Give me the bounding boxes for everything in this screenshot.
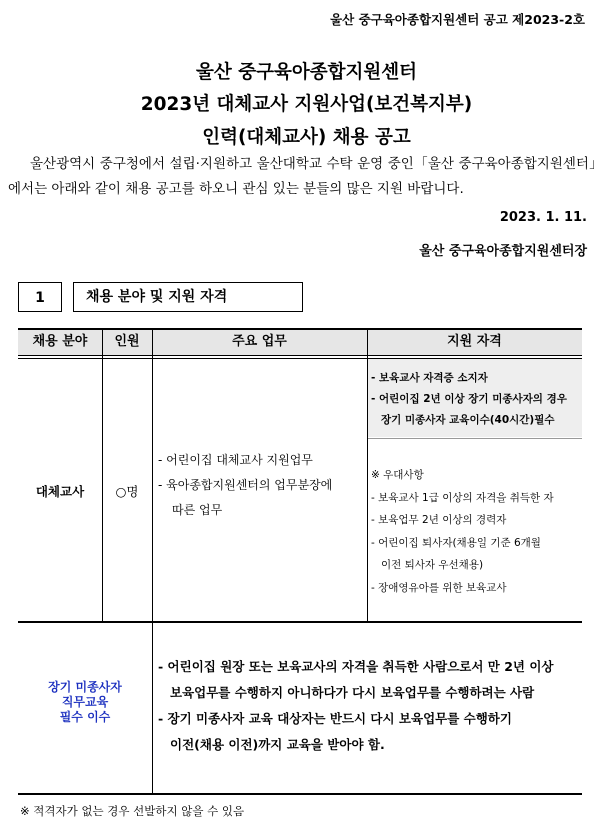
row-divider — [18, 621, 582, 623]
qualification-divider — [367, 438, 582, 439]
training-line: - 장기 미종사자 교육 대상자는 반드시 다시 보육업무를 수행하기 — [158, 711, 512, 726]
required-line: - 어린이집 2년 이상 장기 미종사자의 경우 — [371, 393, 567, 405]
header-category: 채용 분야 — [32, 334, 88, 349]
title-line-2: 2023년 대체교사 지원사업(보건복지부) — [140, 94, 473, 115]
col-divider-1 — [102, 328, 103, 621]
header-duty: 주요 업무 — [232, 334, 287, 349]
header-qualification: 지원 자격 — [447, 334, 502, 349]
header-count: 인원 — [114, 334, 140, 349]
category-cell: 대체교사 — [35, 484, 85, 499]
training-category-line: 직무교육 — [61, 695, 109, 709]
required-line: - 보육교사 자격증 소지자 — [371, 372, 488, 384]
recruitment-table — [18, 328, 582, 795]
duty-line: - 어린이집 대체교사 지원업무 — [158, 453, 313, 467]
count-cell: ○명 — [115, 484, 139, 499]
title-line-1: 울산 중구육아종합지원센터 — [196, 62, 417, 83]
section-title: 채용 분야 및 지원 자격 — [73, 282, 303, 312]
required-line: 장기 미종사자 교육이수(40시간)필수 — [381, 414, 555, 426]
table-bottom-border — [18, 793, 582, 795]
preferred-line: - 장애영유아를 위한 보육교사 — [371, 581, 507, 594]
training-line: 이전(채용 이전)까지 교육을 받아야 함. — [170, 737, 385, 752]
preferred-line: 이전 퇴사자 우선채용) — [381, 559, 484, 571]
notice-date: 2023. 1. 11. — [499, 210, 587, 225]
duty-line: 따른 업무 — [172, 503, 223, 517]
preferred-title: ※ 우대사항 — [371, 469, 424, 481]
required-qualifications — [371, 368, 581, 431]
preferred-qualifications — [371, 464, 581, 599]
intro-paragraph: 울산광역시 중구청에서 설립·지원하고 울산대학교 수탁 운영 중인「울산 중구육아종합지원센터」에서는 아래와 같이 채용 공고를 하오니 관심 있는 분들의 많은 지원 바랍니다. — [8, 156, 596, 197]
duty-line: - 육아종합지원센터의 업무분장에 — [158, 478, 333, 492]
notice-number: 울산 중구육아종합지원센터 공고 제2023-2호 — [330, 12, 585, 27]
col-divider-2 — [152, 328, 153, 794]
training-category — [18, 680, 152, 725]
section-number: 1 — [18, 282, 62, 312]
preferred-line: - 보육교사 1급 이상의 자격을 취득한 자 — [371, 491, 554, 504]
preferred-line: - 어린이집 퇴사자(채용일 기준 6개월 — [371, 536, 541, 549]
footnote: ※ 적격자가 없는 경우 선발하지 않을 수 있음 — [20, 804, 245, 818]
training-description — [158, 654, 578, 758]
training-line: - 어린이집 원장 또는 보육교사의 자격을 취득한 사람으로서 만 2년 이상 — [158, 659, 554, 674]
training-category-line: 장기 미종사자 — [48, 680, 122, 694]
title-line-3: 인력(대체교사) 채용 공고 — [202, 127, 411, 148]
issuer: 울산 중구육아종합지원센터장 — [419, 244, 587, 259]
preferred-line: - 보육업무 2년 이상의 경력자 — [371, 514, 507, 526]
training-line: 보육업무를 수행하지 아니하다가 다시 보육업무를 수행하려는 사람 — [170, 685, 535, 700]
training-category-line: 필수 이수 — [59, 710, 111, 724]
duty-cell — [158, 448, 368, 523]
